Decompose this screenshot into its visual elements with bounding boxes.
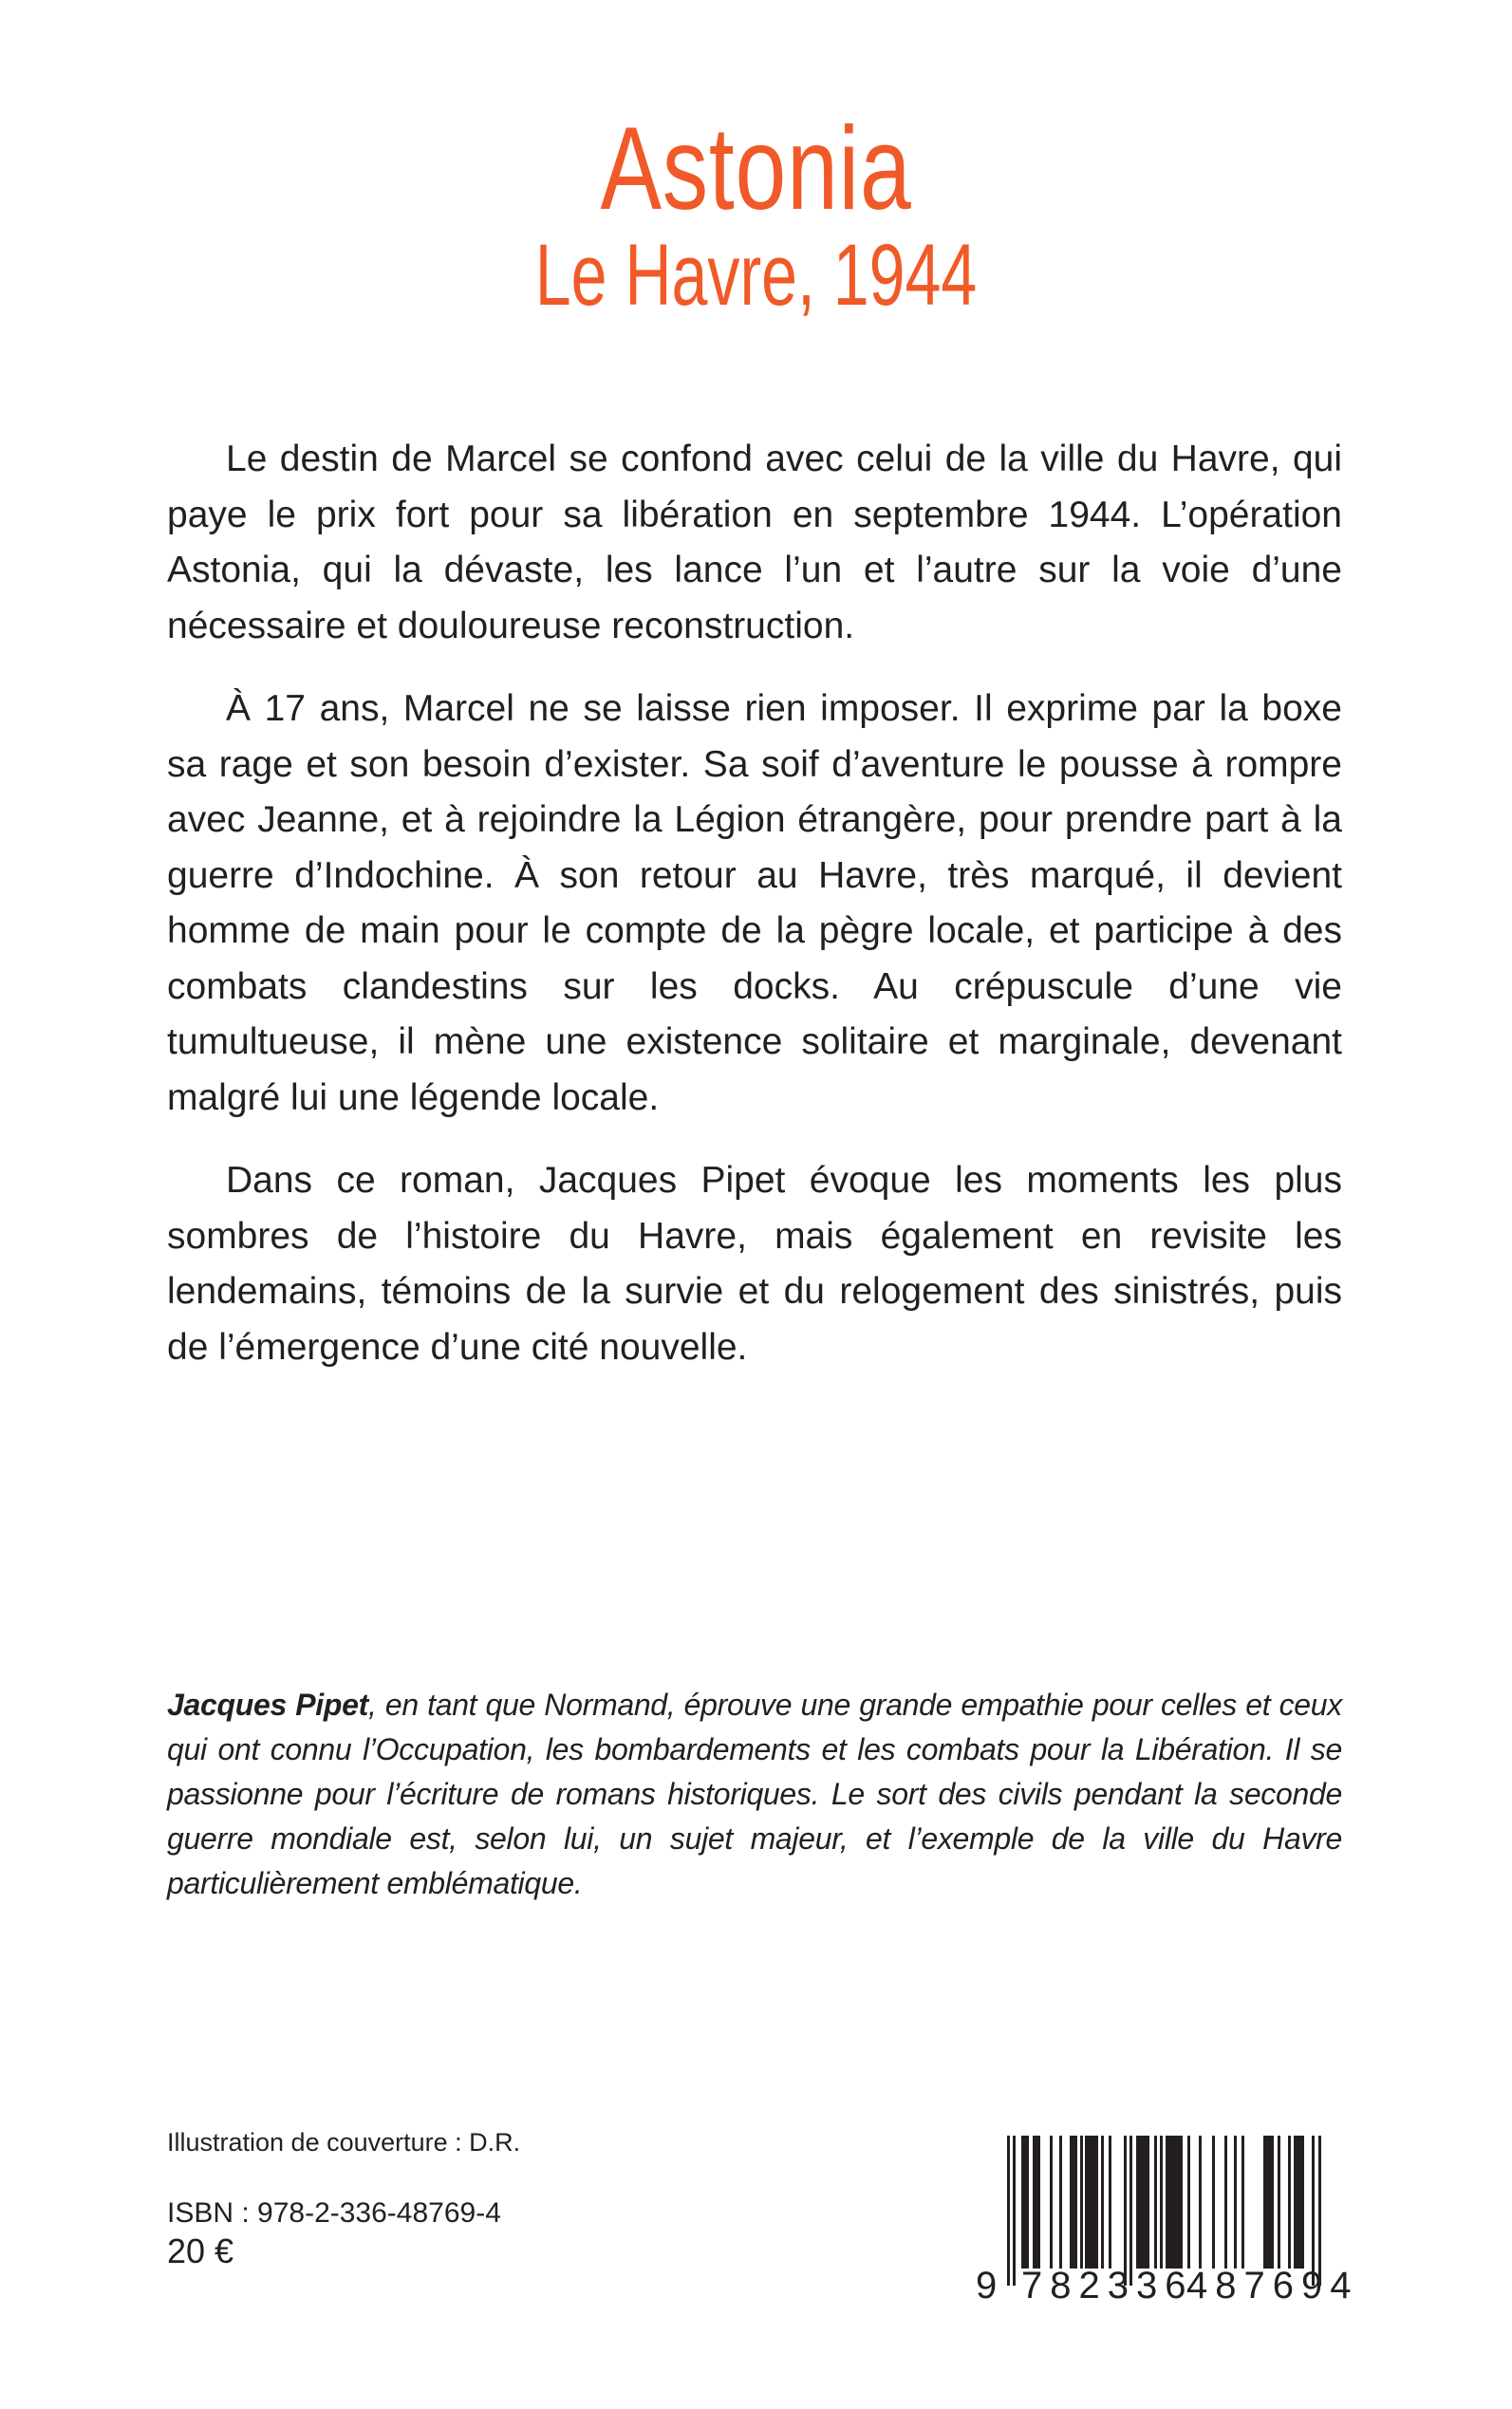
synopsis xyxy=(167,432,1342,1403)
barcode-first-digit: 9 xyxy=(976,2265,998,2306)
author-bio-text: , en tant que Normand, éprouve une grande empathie pour celles et ceux qui ont connu l’Occupation, les bombardements et les combats pour la Libération. Il se passionne pour l’écriture de romans historiques. Le sort des civils pendant la seconde guerre mondiale est, selon lui, un sujet majeur, et l’exemple de la ville du Havre particulièrement emblématique. xyxy=(167,1688,1342,1900)
illustration-credit: Illustration de couverture : D.R. xyxy=(167,2128,521,2157)
barcode-digits xyxy=(976,2265,1359,2306)
synopsis-paragraph-3: Dans ce roman, Jacques Pipet évoque les moments les plus sombres de l’histoire du Havre, mais également en revisite les lendemains, témoins de la survie et du relogement des sinistrés, puis de l’émergence d’une cité nouvelle. xyxy=(167,1160,1342,1368)
author-name: Jacques Pipet xyxy=(167,1688,368,1722)
author-bio xyxy=(167,1683,1342,1906)
isbn-barcode xyxy=(976,2134,1359,2306)
book-subtitle: Le Havre, 1944 xyxy=(534,227,978,324)
synopsis-paragraph-2: À 17 ans, Marcel ne se laisse rien imposer. Il exprime par la boxe sa rage et son besoin d’exister. Sa soif d’aventure le pousse à rompre avec Jeanne, et à rejoindre la Légion étrangère, pour prendre part à la guerre d’Indochine. À son retour au Havre, très marqué, il devient homme de main pour le compte de la pègre locale, et participe à des combats clandestins sur les docks. Au crépuscule d’une vie tumultueuse, il mène une existence solitaire et marginale, devenant malgré lui une légende locale. xyxy=(167,688,1342,1118)
publication-info xyxy=(167,2126,520,2272)
barcode-right-group: 487694 xyxy=(1186,2265,1359,2306)
barcode-left-group: 782336 xyxy=(1021,2265,1194,2306)
book-title-block xyxy=(0,103,1512,324)
isbn: ISBN : 978-2-336-48769-4 xyxy=(167,2197,501,2229)
book-title: Astonia xyxy=(600,103,912,234)
synopsis-paragraph-1: Le destin de Marcel se confond avec celui de la ville du Havre, qui paye le prix fort pour sa libération en septembre 1944. L’opération Astonia, qui la dévaste, les lance l’un et l’autre sur la voie d’une nécessaire et douloureuse reconstruction. xyxy=(167,439,1342,646)
price: 20 € xyxy=(167,2232,234,2270)
